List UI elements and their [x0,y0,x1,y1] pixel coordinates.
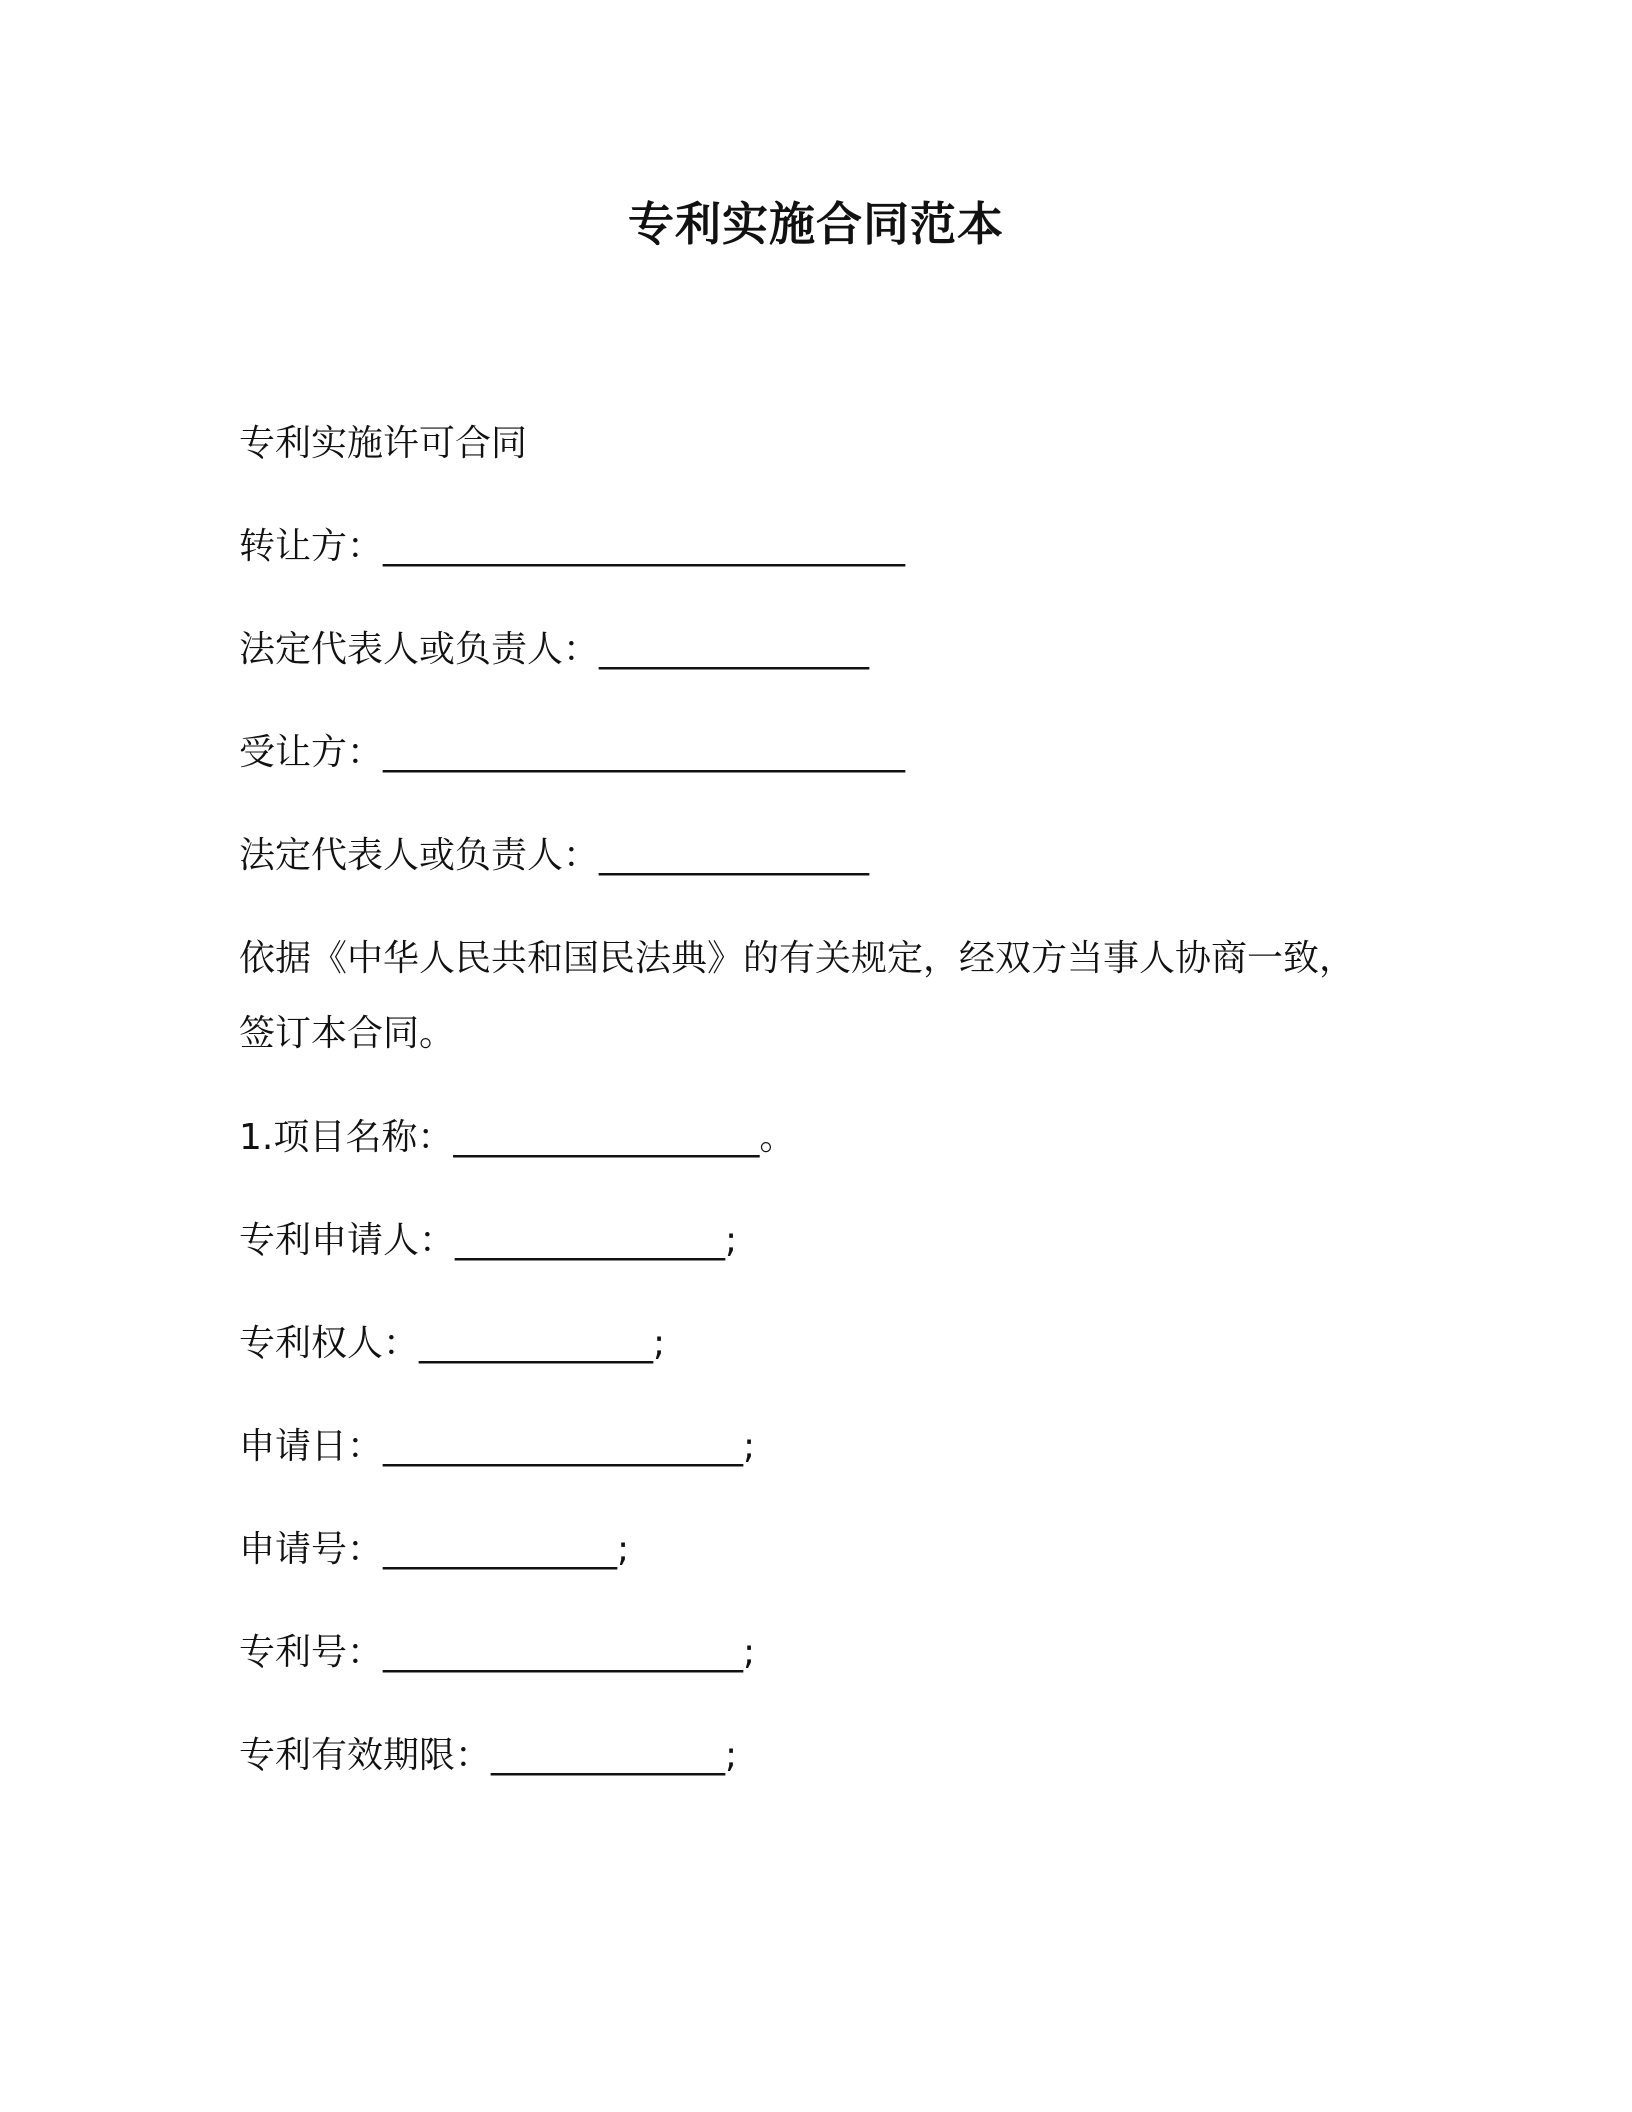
application-number-line [239,1525,629,1575]
transferor-representative-line [239,625,869,675]
fill-blank: _____________ [491,1735,726,1776]
document-title: 专利实施合同范本 [628,197,1004,251]
line-suffix: ; [743,1632,756,1673]
application-date-line [239,1422,755,1472]
line-suffix: ; [725,1735,738,1776]
fill-blank: ____________________ [383,1426,744,1467]
fill-blank: _______________ [599,835,870,876]
contract-subtitle [239,419,527,469]
line-label: 专利申请人： [239,1220,456,1261]
line-suffix: ; [743,1426,756,1467]
fill-blank: _______________ [455,1220,726,1261]
fill-blank: _____________________________ [383,526,906,567]
fill-blank: _____________ [383,1529,618,1570]
line-suffix: ; [617,1529,630,1570]
fill-blank: _____________________________ [383,732,906,773]
line-label: 申请号： [239,1529,384,1570]
fill-blank: _______________ [599,629,870,670]
transferor-line [239,522,905,572]
patent-applicant-line [239,1216,737,1266]
line-label: 法定代表人或负责人： [239,629,600,670]
patent-validity-line [239,1731,737,1781]
fill-blank: ____________________ [383,1632,744,1673]
preamble-line-1 [239,934,1355,984]
fill-blank: _________________ [453,1117,760,1158]
transferee-line [239,728,905,778]
line-suffix: ; [725,1220,738,1261]
patentee-line [239,1319,665,1369]
line-label: 专利号： [239,1632,384,1673]
line-label: 法定代表人或负责人： [239,835,600,876]
line-label: 受让方： [239,732,384,773]
line-suffix: 。 [759,1117,796,1158]
line-suffix: ; [653,1323,666,1364]
project-name-line [239,1113,795,1163]
line-label: 专利实施许可合同 [239,423,528,464]
preamble-line-2 [239,1009,455,1059]
transferee-representative-line [239,831,869,881]
line-label: 1.项目名称： [239,1117,454,1158]
fill-blank: _____________ [419,1323,654,1364]
line-label: 申请日： [239,1426,384,1467]
line-label: 依据《中华人民共和国民法典》的有关规定，经双方当事人协商一致， [239,938,1356,979]
line-label: 专利有效期限： [239,1735,492,1776]
line-label: 签订本合同。 [239,1013,456,1054]
line-label: 转让方： [239,526,384,567]
patent-number-line [239,1628,755,1678]
line-label: 专利权人： [239,1323,420,1364]
